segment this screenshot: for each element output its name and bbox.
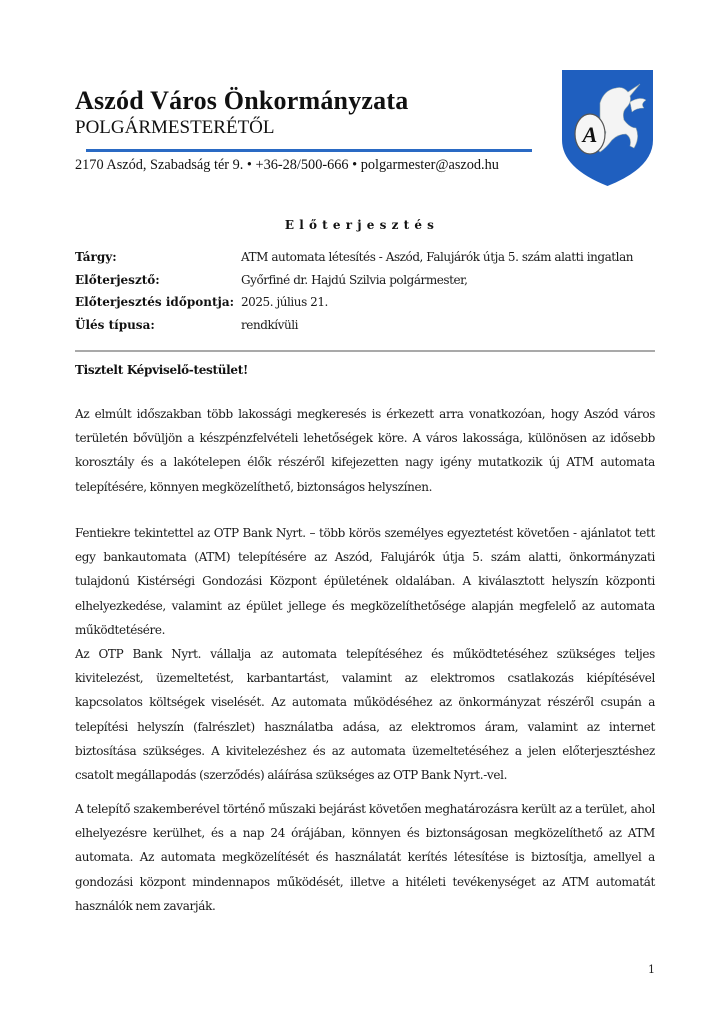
page-number: 1 xyxy=(648,963,655,976)
body-paragraph: Az elmúlt időszakban több lakossági megkeresés is érkezett arra vonatkozóan, hogy Aszód város területén bővüljön a készpénzfelvételi lehetőségek köre. A város lakossága, különösen az idősebb korosztály és a lakótelepen élők részéről kifejezetten nagy igény mutatkozik új ATM automata telepítésére, könnyen megközelíthető, biztonságos helyszínen. xyxy=(75,407,655,494)
coat-of-arms-icon xyxy=(560,68,655,188)
greeting: Tisztelt Képviselő-testület! xyxy=(75,363,248,377)
meta-label: Előterjesztés időpontja: xyxy=(75,295,235,309)
meta-value: ATM automata létesítés - Aszód, Falujárók útja 5. szám alatti ingatlan xyxy=(241,250,634,264)
body-paragraph: A telepítő szakemberével történő műszaki bejárást követően meghatározásra került az a terület, ahol elhelyezésre kerülhet, és a nap 24 órájában, könnyen és biztonságosan megközelíthető az ATM automata. Az automata megközelítését és használatát kerítés létesítése is biztosítja, amellyel a gondozási központ mindennapos működését, illetve a hitéleti tevékenységet az ATM automatát használók nem zavarják. xyxy=(75,802,655,913)
document-title: Előterjesztés xyxy=(284,218,440,232)
meta-value: rendkívüli xyxy=(241,317,299,332)
body-paragraph: Az OTP Bank Nyrt. vállalja az automata telepítéséhez és működtetéséhez szükséges teljes kivitelezést, üzemeltetést, karbantartást, valamint az elektromos csatlakozás kiépítésével kapcsolatos költségek viselését. Az automata működéséhez az önkormányzat részéről csupán a telepítési helyszín (falrészlet) használatba adása, az elektromos áram, valamint az internet biztosítása szükséges. A kivitelezéshez és az automata üzemeltetéséhez a jelen előterjesztéshez csatolt megállapodás (szerződés) aláírása szükséges az OTP Bank Nyrt.-vel. xyxy=(75,647,655,783)
office-name: POLGÁRMESTERÉTŐL xyxy=(75,117,275,138)
body-paragraph: Fentiekre tekintettel az OTP Bank Nyrt. – több körös személyes egyeztetést követően - ajánlatot tett egy bankautomata (ATM) telepítésére az Aszód, Falujárók útja 5. szám alatti, önkormányzati tulajdonú Kistérségi Gondozási Központ épületének oldalában. A kiválasztott helyszín központi elhelyezkedése, valamint az épület jellege és megközelíthetősége alapján megfelelő az automata működtetésére. xyxy=(75,526,655,637)
meta-label: Ülés típusa: xyxy=(75,317,155,332)
organization-name: Aszód Város Önkormányzata xyxy=(75,86,409,115)
meta-label: Előterjesztő: xyxy=(75,272,160,287)
crest-letter: A xyxy=(582,122,598,147)
meta-value: Győrfiné dr. Hajdú Szilvia polgármester, xyxy=(241,272,468,287)
meta-label: Tárgy: xyxy=(75,250,117,264)
meta-value: 2025. július 21. xyxy=(241,295,328,309)
contact-line: 2170 Aszód, Szabadság tér 9. • +36-28/500-666 • polgarmester@aszod.hu xyxy=(75,157,499,173)
header-divider xyxy=(86,149,532,152)
section-divider xyxy=(75,350,655,352)
